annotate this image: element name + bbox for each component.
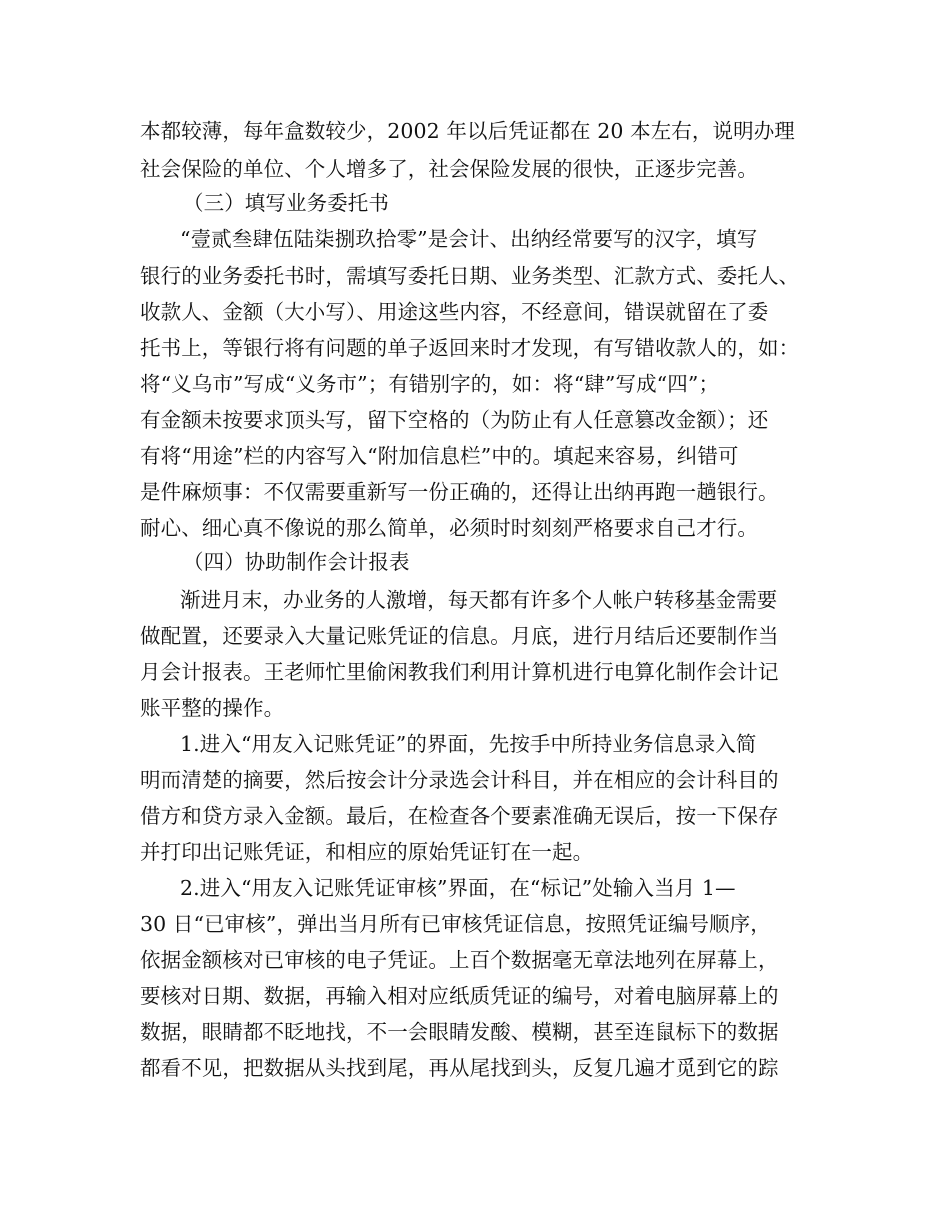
section-heading-4: （四）协助制作会计报表 bbox=[183, 550, 410, 574]
paragraph-line-15: 月会计报表。王老师忙里偷闲教我们利用计算机进行电算化制作会计记 bbox=[140, 660, 779, 684]
paragraph-line-7: 托书上，等银行将有问题的单子返回来时才发现，有写错收款人的，如： bbox=[140, 336, 800, 360]
paragraph-line-18: 明而清楚的摘要，然后按会计分录选会计科目，并在相应的会计科目的 bbox=[140, 768, 779, 792]
paragraph-line-10: 有将“用途”栏的内容写入“附加信息栏”中的。填起来容易，纠错可 bbox=[140, 444, 739, 468]
paragraph-line-1: 本都较薄，每年盒数较少，2002 年以后凭证都在 20 本左右，说明办理 bbox=[140, 119, 795, 143]
section-heading-3: （三）填写业务委托书 bbox=[183, 191, 389, 215]
paragraph-line-4: “壹贰叁肆伍陆柒捌玖拾零”是会计、出纳经常要写的汉字，填写 bbox=[180, 227, 758, 251]
paragraph-line-22: 30 日“已审核”，弹出当月所有已审核凭证信息，按照凭证编号顺序， bbox=[140, 912, 771, 936]
paragraph-line-19: 借方和贷方录入金额。最后，在检查各个要素准确无误后，按一下保存 bbox=[140, 804, 779, 828]
paragraph-line-16: 账平整的操作。 bbox=[140, 696, 285, 720]
paragraph-line-20: 并打印出记账凭证，和相应的原始凭证钉在一起。 bbox=[140, 840, 594, 864]
paragraph-line-2: 社会保险的单位、个人增多了，社会保险发展的很快，正逐步完善。 bbox=[140, 157, 758, 181]
paragraph-line-24: 要核对日期、数据，再输入相对应纸质凭证的编号，对着电脑屏幕上的 bbox=[140, 984, 779, 1008]
paragraph-line-21: 2.进入“用友入记账凭证审核”界面，在“标记”处输入当月 1— bbox=[180, 876, 736, 900]
paragraph-line-26: 都看不见，把数据从头找到尾，再从尾找到头，反复几遍才觅到它的踪 bbox=[140, 1056, 779, 1080]
paragraph-line-14: 做配置，还要录入大量记账凭证的信息。月底，进行月结后还要制作当 bbox=[140, 624, 779, 648]
paragraph-line-6: 收款人、金额（大小写）、用途这些内容，不经意间，错误就留在了委 bbox=[140, 300, 769, 324]
paragraph-line-9: 有金额未按要求顶头写，留下空格的（为防止有人任意篡改金额）；还 bbox=[140, 408, 769, 432]
paragraph-line-11: 是件麻烦事：不仅需要重新写一份正确的，还得让出纳再跑一趟银行。 bbox=[140, 480, 779, 504]
paragraph-line-8: 将“义乌市”写成“义务市”；有错别字的，如：将“肆”写成“四”； bbox=[140, 372, 720, 396]
paragraph-line-17: 1.进入“用友入记账凭证”的界面，先按手中所持业务信息录入简 bbox=[180, 732, 757, 756]
paragraph-line-23: 依据金额核对已审核的电子凭证。上百个数据毫无章法地列在屏幕上， bbox=[140, 948, 779, 972]
paragraph-line-13: 渐进月末，办业务的人激增，每天都有许多个人帐户转移基金需要 bbox=[180, 588, 778, 612]
paragraph-line-12: 耐心、细心真不像说的那么简单，必须时时刻刻严格要求自己才行。 bbox=[140, 516, 758, 540]
paragraph-line-25: 数据，眼睛都不眨地找，不一会眼睛发酸、模糊，甚至连鼠标下的数据 bbox=[140, 1020, 779, 1044]
paragraph-line-5: 银行的业务委托书时，需填写委托日期、业务类型、汇款方式、委托人、 bbox=[140, 264, 800, 288]
